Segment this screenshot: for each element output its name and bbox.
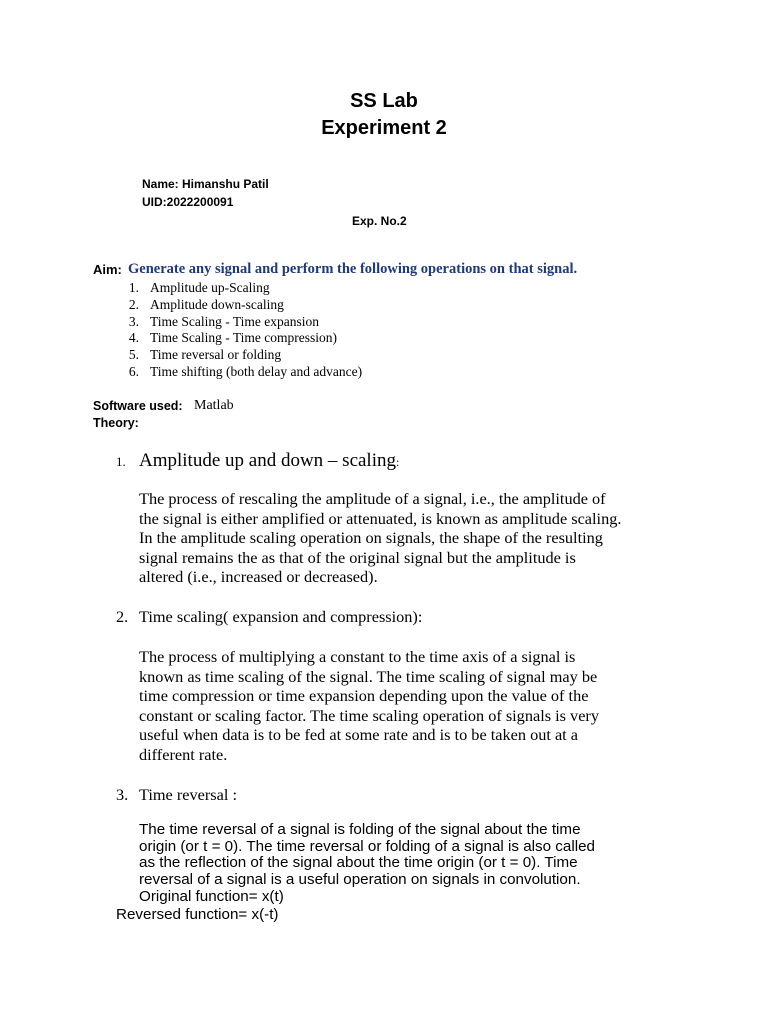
paragraph-line: altered (i.e., increased or decreased).: [139, 567, 378, 587]
operation-number: 4.: [128, 330, 139, 346]
operation-text: Time Scaling - Time compression): [150, 330, 338, 346]
original-function: Original function= x(t): [139, 887, 284, 905]
software-value: Matlab: [194, 398, 234, 413]
operation-text: Time shifting (both delay and advance): [150, 363, 363, 379]
paragraph-line: The process of rescaling the amplitude of a signal, i.e., the amplitude of: [139, 489, 606, 508]
operation-text: Amplitude up-Scaling: [150, 280, 270, 295]
section-2-heading: Time scaling( expansion and compression):: [139, 607, 423, 626]
operation-number: 6.: [128, 363, 139, 379]
section-3-paragraph: [139, 822, 679, 906]
operation-number: 5.: [128, 347, 139, 363]
section-1-number: 1.: [116, 454, 126, 469]
paragraph-line: constant or scaling factor. The time scaling operation of signals is very: [139, 705, 599, 725]
operation-item: [114, 364, 362, 381]
operation-text: Amplitude down-scaling: [150, 296, 284, 312]
operation-item: [114, 280, 362, 297]
section-1-paragraph: [139, 489, 699, 587]
section-2-paragraph: [139, 647, 699, 765]
operation-item: [114, 314, 362, 331]
paragraph-line: reversal of a signal is a useful operation on signals in convolution.: [139, 871, 581, 889]
aim-label: Aim:: [93, 262, 122, 277]
paragraph-line: as the reflection of the signal about the time origin (or t = 0). Time: [139, 854, 578, 872]
paragraph-line: useful when data is to be fed at some rate and is to be taken out at a: [139, 725, 578, 745]
paragraph-line: different rate.: [139, 744, 228, 764]
paragraph-line: In the amplitude scaling operation on signals, the shape of the resulting: [139, 528, 603, 548]
document-title: SS Lab: [350, 90, 418, 112]
paragraph-line: The time reversal of a signal is folding of the signal about the time: [139, 821, 581, 838]
student-name: Name: Himanshu Patil: [142, 177, 269, 191]
paragraph-line: signal remains the as that of the original signal but the amplitude is: [139, 547, 576, 567]
operations-list: [114, 280, 362, 381]
operation-number: 1.: [128, 280, 139, 295]
section-3-heading: Time reversal :: [139, 785, 237, 804]
section-2-number: 2.: [116, 607, 129, 626]
section-1-heading: [139, 450, 399, 472]
operation-item: [114, 347, 362, 364]
paragraph-line: The process of multiplying a constant to the time axis of a signal is: [139, 647, 576, 666]
student-uid: UID:2022200091: [142, 195, 234, 209]
section-1-heading-colon: :: [396, 455, 400, 469]
operation-text: Time reversal or folding: [150, 347, 282, 363]
theory-label: Theory:: [93, 416, 139, 430]
aim-text: Generate any signal and perform the following operations on that signal.: [128, 261, 578, 277]
section-3-number: 3.: [116, 785, 129, 804]
paragraph-line: known as time scaling of the signal. The time scaling of signal may be: [139, 666, 598, 686]
paragraph-line: the signal is either amplified or attenuated, is known as amplitude scaling.: [139, 508, 622, 528]
operation-text: Time Scaling - Time expansion: [150, 313, 320, 329]
operation-item: [114, 297, 362, 314]
operation-number: 2.: [128, 296, 139, 312]
operation-item: [114, 330, 362, 347]
operation-number: 3.: [128, 313, 139, 329]
section-1-heading-text: Amplitude up and down – scaling: [139, 450, 396, 471]
software-label: Software used:: [93, 399, 183, 413]
paragraph-line: time compression or time expansion depending upon the value of the: [139, 686, 589, 706]
paragraph-line: origin (or t = 0). The time reversal or folding of a signal is also called: [139, 837, 595, 855]
exp-number: Exp. No.2: [352, 214, 407, 228]
reversed-function: Reversed function= x(-t): [116, 906, 279, 923]
experiment-title: Experiment 2: [321, 117, 447, 139]
